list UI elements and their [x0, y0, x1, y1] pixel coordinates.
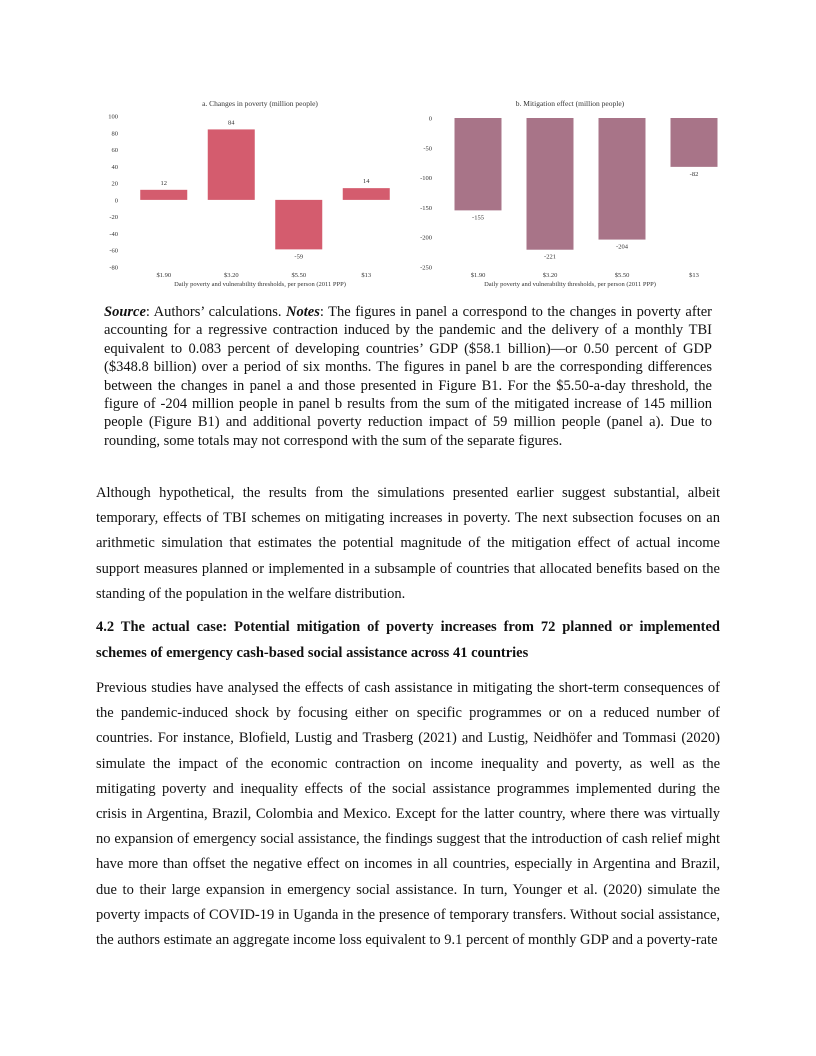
- data-label-0: -155: [472, 214, 484, 222]
- y-tick-label: -250: [420, 264, 432, 272]
- y-tick-label: -20: [109, 214, 118, 222]
- body-paragraph-1: Although hypothetical, the results from the simulations presented earlier suggest substantial, albeit temporary, effects of TBI schemes on mitigating increases in poverty. The next subsection focuses on an arithmetic simulation that estimates the potential magnitude of the mitigation effect of actual income support measures planned or implemented in a subsample of countries that allocated benefits based on the standing of the population in the welfare distribution.: [96, 485, 720, 602]
- y-tick-label: -150: [420, 204, 432, 212]
- data-label-0: 12: [160, 179, 167, 187]
- y-tick-label: 40: [111, 163, 118, 171]
- bar-3: [343, 188, 390, 200]
- notes-text: : The figures in panel a correspond to the changes in poverty after accounting for a regressive contraction induced by the pandemic and the delivery of a monthly TBI equivalent to 0.083 percent of developing countries’ GDP ($58.1 billion)—or 0.50 percent of GDP ($348.8 billion) over a period of six months. The figures in panel b are the corresponding differences between the changes in panel a and those presented in Figure B1. For the $5.50-a-day threshold, the figure of -204 million people in panel b results from the sum of the mitigated increase of 145 million people (Figure B1) and additional poverty reduction impact of 59 million people (panel a). Due to rounding, some totals may not correspond with the sum of the separate figures.: [104, 304, 712, 449]
- notes-label: Notes: [286, 304, 320, 320]
- bar-1: [527, 118, 574, 250]
- source-text: : Authors’ calculations.: [145, 304, 287, 320]
- y-tick-label: -80: [109, 264, 118, 272]
- y-tick-label: 80: [111, 130, 118, 138]
- y-tick-label: 100: [108, 113, 118, 121]
- category-label-1: $3.20: [542, 272, 558, 279]
- category-label-2: $5.50: [291, 272, 307, 279]
- category-label-0: $1.90: [156, 272, 172, 279]
- y-tick-label: 20: [111, 180, 118, 188]
- chart-b-mitigation-effect: [410, 92, 730, 292]
- bar-0: [455, 118, 502, 210]
- category-label-3: $13: [689, 272, 699, 279]
- source-label: Source: [104, 304, 146, 320]
- figure-notes: [104, 303, 712, 450]
- data-label-3: 14: [363, 178, 370, 186]
- chart-a-changes-in-poverty: [100, 92, 400, 292]
- bar-0: [140, 190, 187, 200]
- bar-2: [275, 200, 322, 249]
- bar-3: [671, 118, 718, 167]
- category-label-1: $3.20: [223, 272, 239, 279]
- y-tick-label: -50: [423, 145, 432, 153]
- y-tick-label: -100: [420, 175, 432, 183]
- category-label-0: $1.90: [470, 272, 486, 279]
- chart-title: a. Changes in poverty (million people): [202, 99, 318, 108]
- x-axis-label: Daily poverty and vulnerability thresholds, per person (2011 PPP): [484, 281, 656, 288]
- bar-2: [599, 118, 646, 240]
- y-tick-label: 0: [114, 197, 118, 205]
- data-label-1: 84: [228, 119, 235, 127]
- body-paragraph-2: Previous studies have analysed the effects of cash assistance in mitigating the short-term consequences of the pandemic-induced shock by focusing either on specific programmes or on a reduced number of countries. For instance, Blofield, Lustig and Trasberg (2021) and Lustig, Neidhöfer and Tommasi (2020) simulate the impact of the economic contraction on income inequality and poverty, as well as the mitigating poverty and inequality effects of the social assistance programmes implemented during the crisis in Argentina, Brazil, Colombia and Mexico. Except for the latter country, where there was virtually no expansion of emergency social assistance, the findings suggest that the introduction of cash relief might have more than offset the negative effect on incomes in all countries, especially in Argentina and Brazil, due to their large expansion in emergency social assistance. In turn, Younger et al. (2020) simulate the poverty impacts of COVID-19 in Uganda in the presence of temporary transfers. Without social assistance, the authors estimate an aggregate income loss equivalent to 9.1 percent of monthly GDP and a poverty-rate: [96, 680, 720, 949]
- y-tick-label: -60: [109, 247, 118, 255]
- data-label-2: -204: [616, 243, 628, 251]
- section-heading: 4.2 The actual case: Potential mitigation of poverty increases from 72 planned or implemented schemes of emergency cash-based social assistance across 41 countries: [96, 619, 720, 661]
- y-tick-label: -200: [420, 234, 432, 242]
- chart-title: b. Mitigation effect (million people): [515, 99, 625, 108]
- data-label-3: -82: [689, 170, 699, 178]
- category-label-2: $5.50: [614, 272, 630, 279]
- x-axis-label: Daily poverty and vulnerability thresholds, per person (2011 PPP): [174, 281, 346, 288]
- y-tick-label: 0: [428, 115, 432, 123]
- bar-1: [208, 129, 255, 199]
- data-label-1: -221: [544, 253, 556, 261]
- category-label-3: $13: [361, 272, 372, 279]
- y-tick-label: 60: [111, 147, 118, 155]
- data-label-2: -59: [294, 253, 304, 261]
- y-tick-label: -40: [109, 230, 118, 238]
